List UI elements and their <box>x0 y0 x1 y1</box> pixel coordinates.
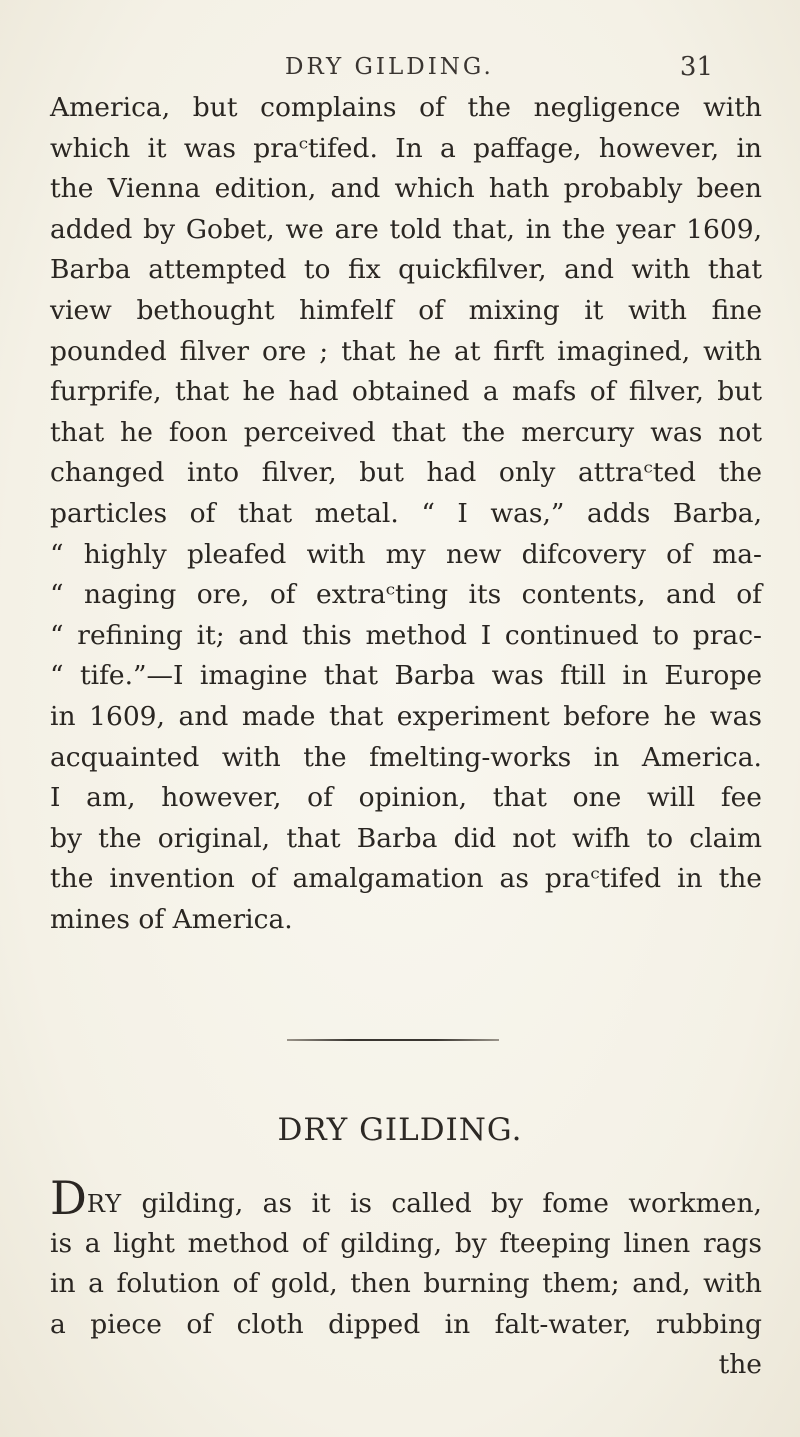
text-line: “ refining it; and this method I continued to prac- <box>50 619 762 651</box>
text-line: particles of that metal. “ I was,” adds Barba, <box>50 497 762 529</box>
text-line: which it was praᶜtifed. In a paffage, however, in <box>50 132 762 164</box>
text-line: the invention of amalgamation as praᶜtifed in the <box>50 863 762 895</box>
catchword: the <box>718 1349 762 1381</box>
text-line: a piece of cloth dipped in falt-water, rubbing <box>50 1308 762 1340</box>
text-line: is a light method of gilding, by fteeping linen rags <box>50 1227 762 1259</box>
text-line: “ highly pleafed with my new difcovery of ma- <box>50 538 762 570</box>
text-line: in 1609, and made that experiment before he was <box>50 700 762 732</box>
text-line: by the original, that Barba did not wifh to claim <box>50 822 762 854</box>
text-line: America, but complains of the negligence with <box>50 92 762 123</box>
text-line: mines of America. <box>50 903 293 935</box>
text-line: in a folution of gold, then burning them; and, with <box>50 1268 762 1300</box>
first-word-smallcaps: RY <box>86 1190 123 1218</box>
drop-cap: D <box>50 1171 87 1225</box>
text-line: the Vienna edition, and which hath probably been <box>50 173 762 205</box>
text-line: acquainted with the fmelting-works in America. <box>50 741 762 773</box>
paragraph-dry-gilding <box>50 1171 762 1386</box>
text-line: Barba attempted to fix quickfilver, and with that <box>50 254 762 286</box>
text-line: pounded filver ore ; that he at firft imagined, with <box>50 335 762 367</box>
text-line-first <box>50 1171 762 1225</box>
text-line: I am, however, of opinion, that one will fee <box>50 782 762 814</box>
text-line: furprife, that he had obtained a mafs of filver, but <box>50 376 762 408</box>
text-line: view bethought himfelf of mixing it with fine <box>50 294 762 326</box>
page-number: 31 <box>679 52 713 82</box>
text-line: “ tife.”—I imagine that Barba was ftill in Europe <box>50 660 762 692</box>
text-line: added by Gobet, we are told that, in the year 1609, <box>50 213 762 245</box>
section-divider-rule <box>287 1039 499 1041</box>
paragraph-amalgamation <box>50 88 762 940</box>
text-line: “ naging ore, of extraᶜting its contents, and of <box>50 579 762 611</box>
text-line-rest: gilding, as it is called by fome workmen, <box>122 1188 762 1219</box>
running-title: DRY GILDING. <box>285 54 494 80</box>
section-heading: DRY GILDING. <box>277 1112 523 1148</box>
text-line: changed into filver, but had only attraᶜted the <box>50 457 762 489</box>
text-line: that he foon perceived that the mercury was not <box>50 416 762 448</box>
